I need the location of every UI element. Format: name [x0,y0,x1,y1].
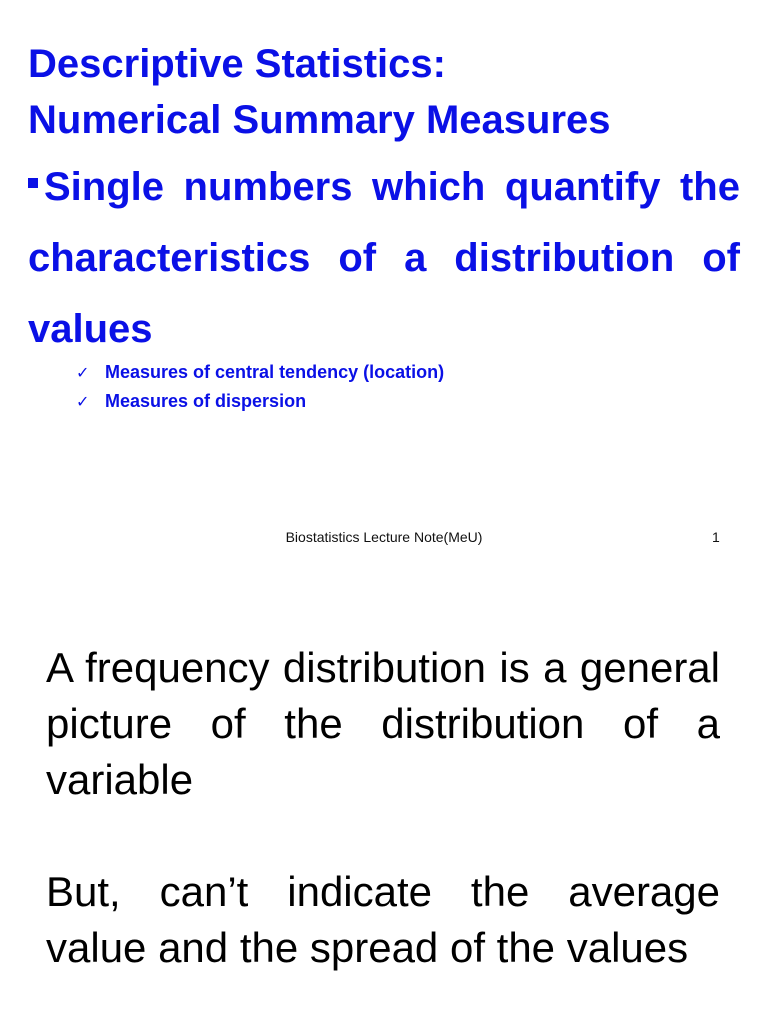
sub-bullet-item [76,389,444,418]
sub-bullet-label: Measures of dispersion [105,391,307,411]
slide-title-line-2: Numerical Summary Measures [28,98,611,142]
sub-bullet-list [76,360,444,418]
checkmark-icon: ✓ [76,365,90,382]
slide-2 [0,580,768,1024]
main-bullet [28,152,740,365]
sub-bullet-item [76,360,444,389]
slide-title-line-1: Descriptive Statistics: [28,42,446,86]
slide-footer-title: Biostatistics Lecture Note(MeU) [285,529,483,545]
slide-title [28,36,748,148]
paragraph-limitation: But, can’t indicate the average value and the spread of the values [46,868,720,971]
slide-page-number: 1 [712,529,720,545]
square-bullet-icon [28,178,38,188]
sub-bullet-label: Measures of central tendency (location) [105,362,445,382]
main-bullet-text: Single numbers which quantify the characteristics of a distribution of values [28,165,740,351]
paragraph-frequency-distribution: A frequency distribution is a general picture of the distribution of a variable [46,644,720,803]
checkmark-icon: ✓ [76,394,90,411]
